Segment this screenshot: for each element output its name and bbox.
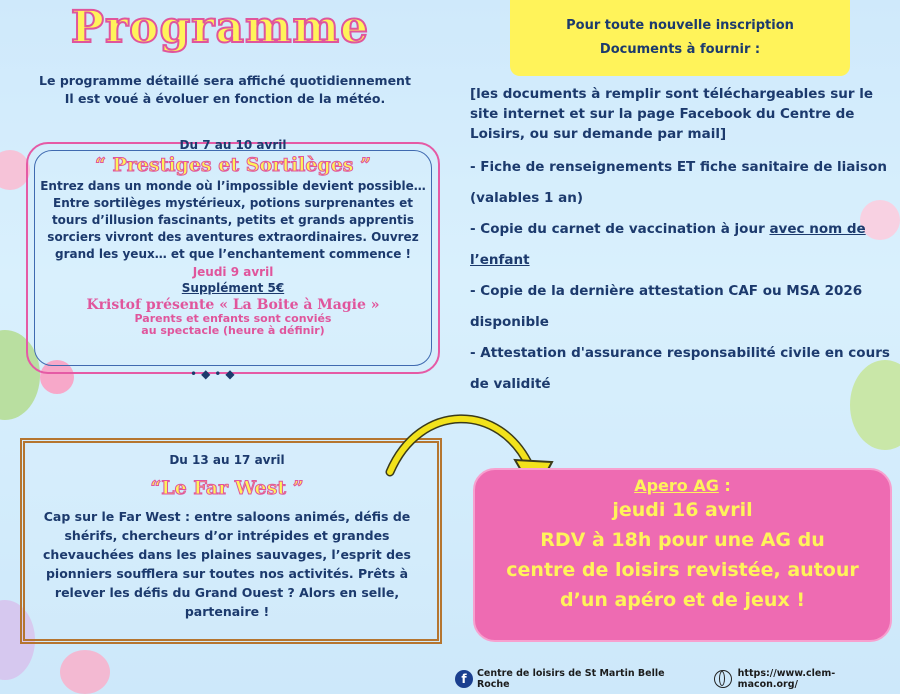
facebook-icon: f [455, 670, 473, 688]
decor-flower [60, 650, 110, 694]
week1-title: “ Prestiges et Sortilèges ” [94, 154, 372, 176]
week1-event-title: Kristof présente « La Boite à Magie » [86, 297, 380, 313]
week1-event-day: Jeudi 9 avril [192, 265, 274, 279]
apero-date: jeudi 16 avril [612, 499, 753, 521]
document-item-underlined: avec nom de l’enfant [470, 221, 866, 268]
intro-line: Il est voué à évoluer en fonction de la météo. [64, 91, 386, 106]
document-item: - Attestation d'assurance responsabilité civile en cours de validité [470, 345, 890, 392]
footer-website[interactable]: https://www.clem-macon.org/ [737, 668, 836, 690]
footer [455, 668, 895, 690]
week2-title: “Le Far West ” [150, 477, 304, 499]
document-item: - Fiche de renseignements ET fiche sanitaire de liaison (valables 1 an) [470, 159, 887, 206]
intro-line: Le programme détaillé sera affiché quotidiennement [39, 73, 411, 88]
inscription-line: Documents à fournir : [599, 42, 761, 57]
inscription-text [510, 14, 850, 62]
apero-line: RDV à 18h pour une AG du [540, 529, 825, 551]
week1-dates: Du 7 au 10 avril [179, 138, 287, 152]
week2-dates: Du 13 au 17 avril [169, 453, 285, 467]
week1-supplement: Supplément 5€ [181, 281, 285, 295]
week1-event-note: Parents et enfants sont conviés au spectacle (heure à définir) [134, 312, 332, 337]
document-item-text: - Copie du carnet de vaccination à jour [470, 221, 770, 237]
week2-description: Cap sur le Far West : entre saloons animés, défis de shérifs, chercheurs d’or intrépides et grandes chevauchées dans les plaines sauvages, l’esprit des pionniers soufflera sur toutes nos activités. Prêts à relever les défis du Grand Ouest ? Alors en selle, partenaire ! [43, 509, 411, 619]
documents-note: [les documents à remplir sont téléchargeables sur le site internet et sur la page Facebook du Centre de Loisirs, ou sur demande par mail] [470, 86, 873, 142]
footer-facebook[interactable]: Centre de loisirs de St Martin Belle Roche [476, 668, 665, 690]
apero-line: centre de loisirs revistée, autour [506, 559, 859, 581]
documents-list [470, 84, 890, 400]
week1-section [28, 140, 438, 337]
week2-section [24, 455, 430, 623]
apero-box [473, 468, 892, 642]
document-item: - Copie de la dernière attestation CAF ou MSA 2026 disponible [470, 283, 863, 330]
page-title: Programme [70, 2, 370, 53]
decor-dots: •◆•◆ [190, 367, 239, 381]
apero-line: d’un apéro et de jeux ! [560, 589, 805, 611]
week1-description: Entrez dans un monde où l’impossible devient possible… Entre sortilèges mystérieux, potions surprenantes et tours d’illusion fascinants, petits et grands apprentis sorciers vivront des aventures extraordinaires. Ouvrez grand les yeux… et que l’enchantement commence ! [40, 179, 426, 261]
apero-heading-suffix: : [718, 476, 731, 495]
apero-heading-text: Apero AG [634, 476, 719, 495]
apero-heading [475, 476, 890, 495]
document-item [470, 214, 890, 276]
inscription-line: Pour toute nouvelle inscription [566, 18, 794, 33]
intro-text [20, 72, 430, 108]
globe-icon [714, 670, 732, 688]
